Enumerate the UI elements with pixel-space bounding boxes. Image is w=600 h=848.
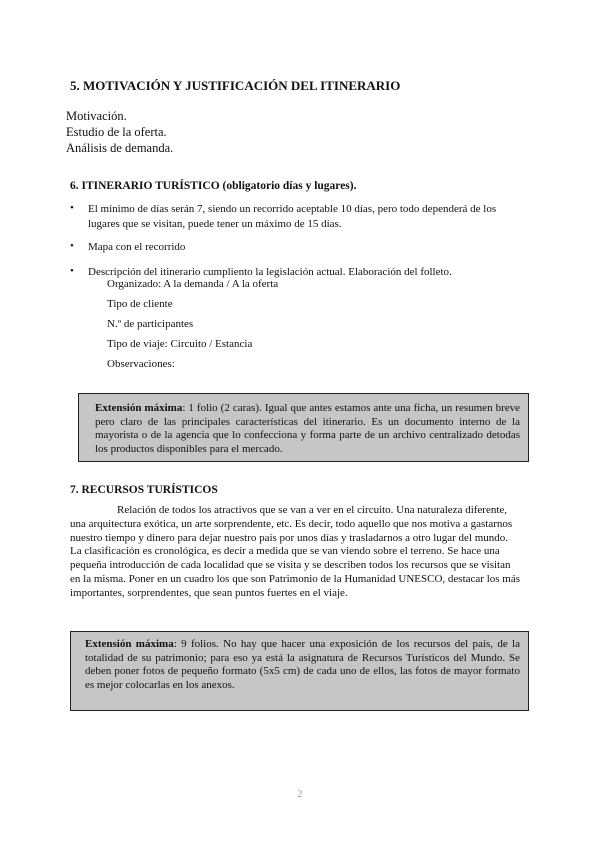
- bullet-map: Mapa con el recorrido: [88, 241, 186, 253]
- bullet-icon: •: [70, 202, 74, 214]
- box-text: : 9 folios. No hay que hacer una exposición de los recursos del país, de la totalidad de su patrimonio; para eso ya está la asignatura de Recursos Turísticos del Mundo. Se deben poner fotos de pequeño formato (5x5 cm) de cada uno de ellos, las fotos de mayor formato es mejor colocarlas en los anexos.: [85, 638, 520, 691]
- bullet-icon: •: [70, 240, 74, 252]
- demand-analysis-item: Análisis de demanda.: [66, 141, 174, 155]
- max-extension-box-resources: [70, 631, 529, 711]
- sub-organized: Organizado: A la demanda / A la oferta: [107, 278, 279, 290]
- box-label: Extensión máxima: [85, 638, 174, 650]
- section-7-title: 7. RECURSOS TURÍSTICOS: [70, 484, 218, 496]
- box-text: : 1 folio (2 caras). Igual que antes estamos ante una ficha, un resumen breve pero claro de las principales características del itinerario. Es un documento interno de la mayorista o de la agencia que lo confecciona y forma parte de un archivo centralizado detodas los productos disponibles para el mercado.: [95, 402, 520, 455]
- bullet-description: Descripción del itinerario cumpliento la legislación actual. Elaboración del folleto.: [88, 266, 452, 278]
- section-6-title: 6. ITINERARIO TURÍSTICO (obligatorio días y lugares).: [70, 180, 357, 192]
- box-label: Extensión máxima: [95, 402, 183, 414]
- resources-paragraph-text: Relación de todos los atractivos que se van a ver en el circuito. Una naturaleza diferente, una arquitectura exótica, un arte sorprendente, etc. Es decir, todo aquello que nos motiva a gastarnos nuestro tiempo y dinero para dejar nuestro país por unos días y trasladarnos a otro lugar del mundo. La clasificación es cronológica, es decir a medida que se van viendo sobre el terreno. Se hace una pequeña introducción de cada localidad que se visita y se describen todos los recursos que se visitan en la misma. Poner en un cuadro los que son Patrimonio de la Humanidad UNESCO, destacar los más importantes, sorprendentes, que sean puntos fuertes en el viaje.: [70, 504, 520, 599]
- page-number: 2: [297, 789, 303, 800]
- bullet-min-days: El mínimo de días serán 7, siendo un recorrido aceptable 10 días, pero todo dependerá de los lugares que se visitan, puede tener un máximo de 15 días.: [88, 203, 497, 230]
- offer-study-item: Estudio de la oferta.: [66, 125, 167, 139]
- max-extension-box-itinerary: [78, 393, 529, 462]
- section-5-items: [66, 108, 173, 156]
- sub-observations: Observaciones:: [107, 358, 175, 370]
- motivation-item: Motivación.: [66, 109, 127, 123]
- sub-trip-type: Tipo de viaje: Circuito / Estancia: [107, 338, 253, 350]
- bullet-icon: •: [70, 265, 74, 277]
- section-5-title: 5. MOTIVACIÓN Y JUSTIFICACIÓN DEL ITINERARIO: [70, 78, 401, 93]
- resources-paragraph: [70, 504, 520, 601]
- sub-participants: N.º de participantes: [107, 318, 194, 330]
- sub-client-type: Tipo de cliente: [107, 298, 173, 310]
